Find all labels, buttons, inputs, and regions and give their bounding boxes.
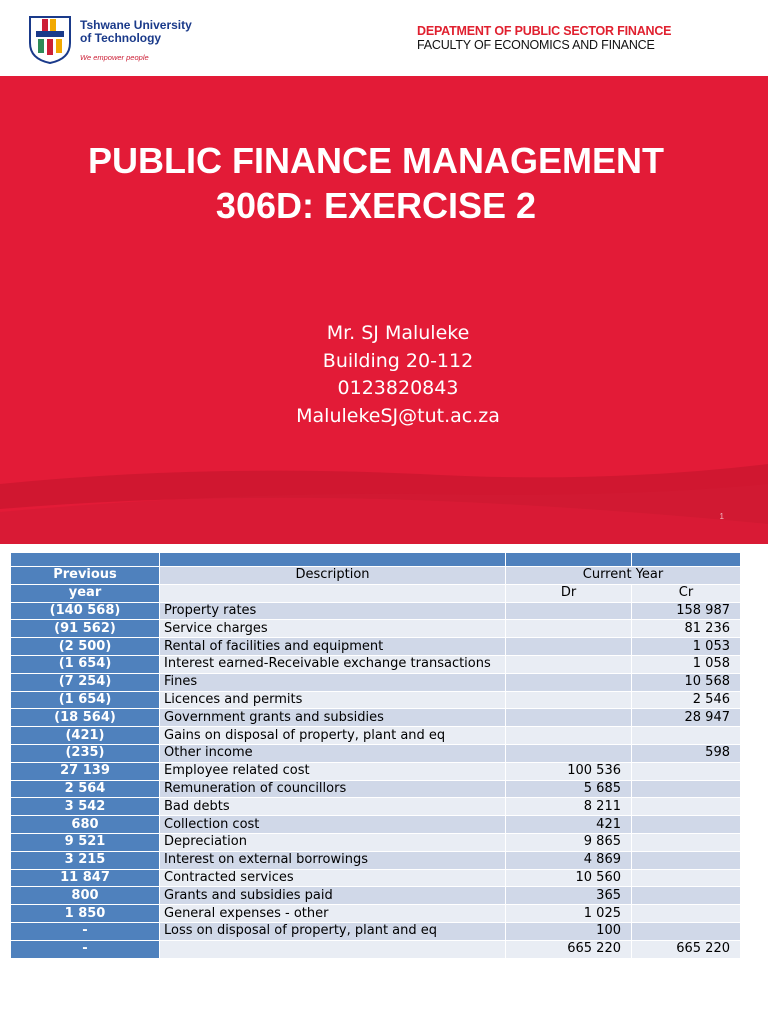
logo-tagline: We empower people (80, 53, 149, 62)
cell-dr (506, 744, 632, 762)
cell-previous-year: - (11, 922, 160, 940)
cell-cr: 1 053 (632, 638, 741, 656)
cell-cr: 158 987 (632, 602, 741, 620)
cell-previous-year: (2 500) (11, 638, 160, 656)
table-row (11, 691, 741, 709)
cell-dr: 9 865 (506, 833, 632, 851)
cell-previous-year: 27 139 (11, 762, 160, 780)
header-year: year (11, 584, 160, 602)
cell-previous-year: (140 568) (11, 602, 160, 620)
table-row (11, 655, 741, 673)
tut-crest-icon (24, 13, 76, 65)
cell-dr: 8 211 (506, 798, 632, 816)
table-row (11, 780, 741, 798)
contact-block (0, 320, 768, 430)
cell-description: Property rates (160, 602, 506, 620)
cell-previous-year: 3 215 (11, 851, 160, 869)
phone-number: 0123820843 (337, 377, 459, 399)
cell-cr (632, 727, 741, 745)
cell-dr: 365 (506, 887, 632, 905)
cell-previous-year: (1 654) (11, 655, 160, 673)
cell-previous-year: 680 (11, 816, 160, 834)
cell-previous-year: 3 542 (11, 798, 160, 816)
cell-cr: 81 236 (632, 620, 741, 638)
table-row (11, 798, 741, 816)
table-row (11, 602, 741, 620)
table-row (11, 816, 741, 834)
table-row (11, 673, 741, 691)
university-logo (24, 13, 214, 69)
title-line-2: 306D: EXERCISE 2 (215, 185, 537, 226)
cell-cr (632, 905, 741, 923)
cell-description: Loss on disposal of property, plant and eq (160, 922, 506, 940)
cell-description: Grants and subsidies paid (160, 887, 506, 905)
table-row (11, 762, 741, 780)
cell-previous-year: 2 564 (11, 780, 160, 798)
cell-description: Licences and permits (160, 691, 506, 709)
slide-title (0, 138, 752, 228)
cell-cr: 2 546 (632, 691, 741, 709)
financial-table-container (10, 552, 740, 959)
cell-description (160, 940, 506, 958)
cell-previous-year: (18 564) (11, 709, 160, 727)
cell-cr (632, 816, 741, 834)
cell-cr (632, 762, 741, 780)
cell-cr (632, 780, 741, 798)
cell-description: Employee related cost (160, 762, 506, 780)
cell-description: General expenses - other (160, 905, 506, 923)
cell-description: Government grants and subsidies (160, 709, 506, 727)
cell-dr: 5 685 (506, 780, 632, 798)
cell-dr: 100 (506, 922, 632, 940)
cell-dr: 10 560 (506, 869, 632, 887)
cell-description: Interest on external borrowings (160, 851, 506, 869)
title-panel (0, 76, 768, 544)
cell-cr: 28 947 (632, 709, 741, 727)
slide-number: 1 (719, 512, 724, 521)
financial-table (10, 552, 741, 959)
cell-previous-year: - (11, 940, 160, 958)
cell-description: Remuneration of councillors (160, 780, 506, 798)
cell-description: Other income (160, 744, 506, 762)
cell-dr: 421 (506, 816, 632, 834)
cell-description: Depreciation (160, 833, 506, 851)
cell-cr: 1 058 (632, 655, 741, 673)
office-location: Building 20-112 (322, 349, 474, 372)
cell-dr (506, 727, 632, 745)
decorative-wave (0, 464, 768, 544)
cell-dr: 1 025 (506, 905, 632, 923)
cell-description: Bad debts (160, 798, 506, 816)
cell-description: Rental of facilities and equipment (160, 638, 506, 656)
department-heading: DEPATMENT OF PUBLIC SECTOR FINANCE (417, 24, 672, 38)
cell-previous-year: 9 521 (11, 833, 160, 851)
cell-description: Interest earned-Receivable exchange transactions (160, 655, 506, 673)
cell-description: Collection cost (160, 816, 506, 834)
cell-previous-year: (7 254) (11, 673, 160, 691)
cell-dr (506, 709, 632, 727)
cell-cr: 665 220 (632, 940, 741, 958)
table-row (11, 940, 741, 958)
table-row (11, 887, 741, 905)
table-header-row-1 (11, 567, 741, 585)
table-row (11, 869, 741, 887)
cell-description: Service charges (160, 620, 506, 638)
cell-dr: 665 220 (506, 940, 632, 958)
cell-cr: 10 568 (632, 673, 741, 691)
table-row (11, 833, 741, 851)
cell-cr (632, 869, 741, 887)
cell-dr (506, 638, 632, 656)
table-row (11, 905, 741, 923)
lecturer-name: Mr. SJ Maluleke (326, 322, 470, 344)
cell-dr (506, 655, 632, 673)
table-row (11, 744, 741, 762)
cell-previous-year: (235) (11, 744, 160, 762)
table-row (11, 727, 741, 745)
cell-previous-year: 1 850 (11, 905, 160, 923)
table-header-row-2 (11, 584, 741, 602)
cell-dr (506, 602, 632, 620)
title-line-1: PUBLIC FINANCE MANAGEMENT (88, 140, 664, 181)
cell-cr (632, 887, 741, 905)
cell-dr (506, 691, 632, 709)
cell-previous-year: (1 654) (11, 691, 160, 709)
cell-previous-year: 11 847 (11, 869, 160, 887)
cell-previous-year: 800 (11, 887, 160, 905)
cell-dr: 4 869 (506, 851, 632, 869)
header-dr: Dr (506, 584, 632, 602)
header-current-year: Current Year (506, 567, 741, 585)
header-description: Description (160, 567, 506, 585)
email-address: MalulekeSJ@tut.ac.za (296, 404, 500, 427)
cell-previous-year: (91 562) (11, 620, 160, 638)
cell-cr (632, 922, 741, 940)
table-row (11, 922, 741, 940)
cell-cr (632, 833, 741, 851)
faculty-heading: FACULTY OF ECONOMICS AND FINANCE (417, 38, 655, 52)
cell-cr (632, 851, 741, 869)
cell-cr: 598 (632, 744, 741, 762)
cell-dr (506, 673, 632, 691)
table-row (11, 620, 741, 638)
header-cr: Cr (632, 584, 741, 602)
cell-description: Fines (160, 673, 506, 691)
cell-cr (632, 798, 741, 816)
table-top-band (11, 553, 741, 567)
cell-previous-year: (421) (11, 727, 160, 745)
cell-dr: 100 536 (506, 762, 632, 780)
table-row (11, 851, 741, 869)
slide-header (0, 0, 768, 76)
table-row (11, 709, 741, 727)
cell-description: Gains on disposal of property, plant and eq (160, 727, 506, 745)
logo-name: Tshwane University of Technology (80, 18, 192, 45)
header-previous: Previous (11, 567, 160, 585)
cell-dr (506, 620, 632, 638)
cell-description: Contracted services (160, 869, 506, 887)
table-row (11, 638, 741, 656)
